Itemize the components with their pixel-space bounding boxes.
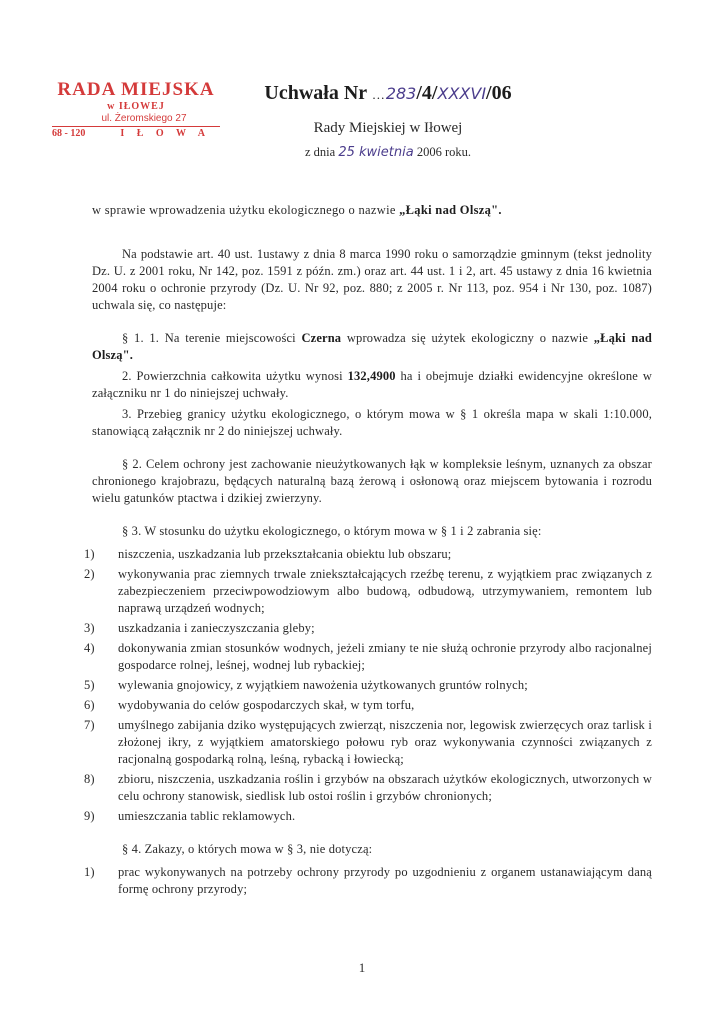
s1-p1-text-a: § 1. 1. Na terenie miejscowości	[122, 331, 302, 345]
list-item-number: 1)	[84, 865, 95, 879]
section-3-list	[84, 546, 652, 825]
council-stamp	[52, 80, 220, 140]
s1-place: Czerna	[301, 331, 342, 345]
list-item-number: 8)	[84, 772, 95, 786]
section-2: § 2. Celem ochrony jest zachowanie nieużytkowanych łąk w kompleksie leśnym, uznanych za obszar chronionego krajobrazu, będących naturalną bazą żerową i osłonową oraz miejscem bytowania i rozrodu wielu gatunków ptactwa i dzikiej zwierzyny.	[92, 457, 652, 505]
council-name: Rady Miejskiej w Iłowej	[313, 120, 463, 136]
number-dots: …	[371, 87, 386, 102]
list-item-text: zbioru, niszczenia, uszkadzania roślin i grzybów na obszarach użytków ekologicznych, utworzonych w celu ochrony stanowisk, siedlisk lub ostoi roślin i grzybów chronionych;	[118, 772, 652, 803]
list-item-text: wydobywania do celów gospodarczych skał, w tym torfu,	[118, 698, 415, 712]
section-1-paragraph-2	[92, 368, 652, 402]
handwritten-session: XXXVI	[437, 84, 487, 103]
resolution-title	[258, 80, 518, 108]
list-item-number: 5)	[84, 678, 95, 692]
list-item-text: wylewania gnojowicy, z wyjątkiem nawożenia użytkowanych gruntów rolnych;	[118, 678, 528, 692]
resolution-subject	[92, 203, 652, 218]
list-item	[84, 620, 652, 637]
list-item	[84, 677, 652, 694]
title-suffix: /06	[486, 82, 512, 104]
list-item-number: 2)	[84, 567, 95, 581]
list-item	[84, 771, 652, 805]
stamp-postal-code: 68 - 120	[52, 128, 86, 139]
subject-name: „Łąki nad Olszą".	[399, 203, 502, 217]
s1-name: „Łąki nad Olszą".	[92, 331, 653, 362]
title-number-separator: /4/	[416, 82, 438, 104]
list-item	[84, 566, 652, 617]
list-item-number: 1)	[84, 547, 95, 561]
list-item	[84, 697, 652, 714]
list-item-number: 3)	[84, 621, 95, 635]
s1-area: 132,4900	[347, 369, 396, 383]
list-item-text: umyślnego zabijania dziko występujących zwierząt, niszczenia nor, legowisk zwierzęcych oraz tarlisk i złożonej ikry, z wyjątkiem amatorskiego połowu ryb oraz wykonywania czynności związanych z racjonalną gospodarką rolną, leśną, rybacką i łowiecką;	[118, 718, 652, 766]
list-item-text: wykonywania prac ziemnych trwale zniekształcających rzeźbę terenu, z wyjątkiem prac związanych z zabezpieczeniem przeciwpowodziowym albo budową, odbudową, utrzymywaniem, remontem lub naprawą urządzeń wodnych;	[118, 567, 652, 615]
list-item	[84, 808, 652, 825]
preamble: Na podstawie art. 40 ust. 1ustawy z dnia 8 marca 1990 roku o samorządzie gminnym (tekst jednolity Dz. U. z 2001 roku, Nr 142, poz. 1591 z późn. zm.) oraz art. 44 ust. 1 i 2, art. 45 ustawy z dnia 16 kwietnia 2004 roku o ochronie przyrody (Dz. U. Nr 92, poz. 880; z 2005 r. Nr 113, poz. 954 i Nr 130, poz. 1087) uchwala się, co następuje:	[92, 247, 652, 312]
list-item-number: 9)	[84, 809, 95, 823]
list-item	[84, 864, 652, 898]
list-item	[84, 546, 652, 563]
date-suffix: 2006 roku.	[413, 145, 471, 159]
list-item-text: prac wykonywanych na potrzeby ochrony przyrody po uzgodnieniu z organem ustanawiającym daną formę ochrony przyrody;	[118, 865, 652, 896]
stamp-street: ul. Żeromskiego 27	[101, 113, 187, 124]
list-item-number: 4)	[84, 641, 95, 655]
list-item-text: umieszczania tablic reklamowych.	[118, 809, 296, 823]
s1-p2-text-a: 2. Powierzchnia całkowita użytku wynosi	[122, 369, 348, 383]
stamp-town: w IŁOWEJ	[107, 101, 165, 112]
title-prefix: Uchwała Nr	[264, 82, 372, 104]
s1-p2-text-b: ha i obejmuje działki ewidencyjne określone w załączniku nr 1 do niniejszej uchwały.	[92, 369, 652, 400]
stamp-postal-line	[52, 126, 220, 140]
subject-prefix: w sprawie wprowadzenia użytku ekologicznego o nazwie	[92, 203, 400, 217]
section-1-paragraph-3: 3. Przebieg granicy użytku ekologicznego, o którym mowa w § 1 określa mapa w skali 1:10.000, stanowiącą załącznik nr 2 do niniejszej uchwały.	[92, 407, 652, 438]
resolution-body	[84, 246, 653, 898]
list-item-number: 7)	[84, 718, 95, 732]
resolution-date	[258, 144, 518, 161]
section-4-intro: § 4. Zakazy, o których mowa w § 3, nie dotyczą:	[122, 842, 373, 856]
section-3-intro: § 3. W stosunku do użytku ekologicznego, o którym mowa w § 1 i 2 zabrania się:	[122, 524, 542, 538]
handwritten-date: 25 kwietnia	[338, 145, 414, 160]
section-1-paragraph-1	[92, 330, 652, 364]
stamp-city: I Ł O W A	[120, 128, 210, 139]
stamp-council-name: RADA MIEJSKA	[57, 79, 215, 100]
handwritten-number: 283	[385, 84, 417, 103]
list-item-text: dokonywania zmian stosunków wodnych, jeżeli zmiany te nie służą ochronie przyrody albo racjonalnej gospodarce rolnej, leśnej, wodnej lub rybackiej;	[118, 641, 652, 672]
list-item-number: 6)	[84, 698, 95, 712]
list-item-text: uszkadzania i zanieczyszczania gleby;	[118, 621, 315, 635]
list-item	[84, 640, 652, 674]
resolution-header	[258, 80, 518, 161]
date-prefix: z dnia	[305, 145, 339, 159]
page-number: 1	[358, 960, 366, 975]
s1-p1-text-b: wprowadza się użytek ekologiczny o nazwie	[341, 331, 594, 345]
section-4-list	[84, 864, 652, 898]
list-item	[84, 717, 652, 768]
list-item-text: niszczenia, uszkadzania lub przekształcania obiektu lub obszaru;	[118, 547, 452, 561]
